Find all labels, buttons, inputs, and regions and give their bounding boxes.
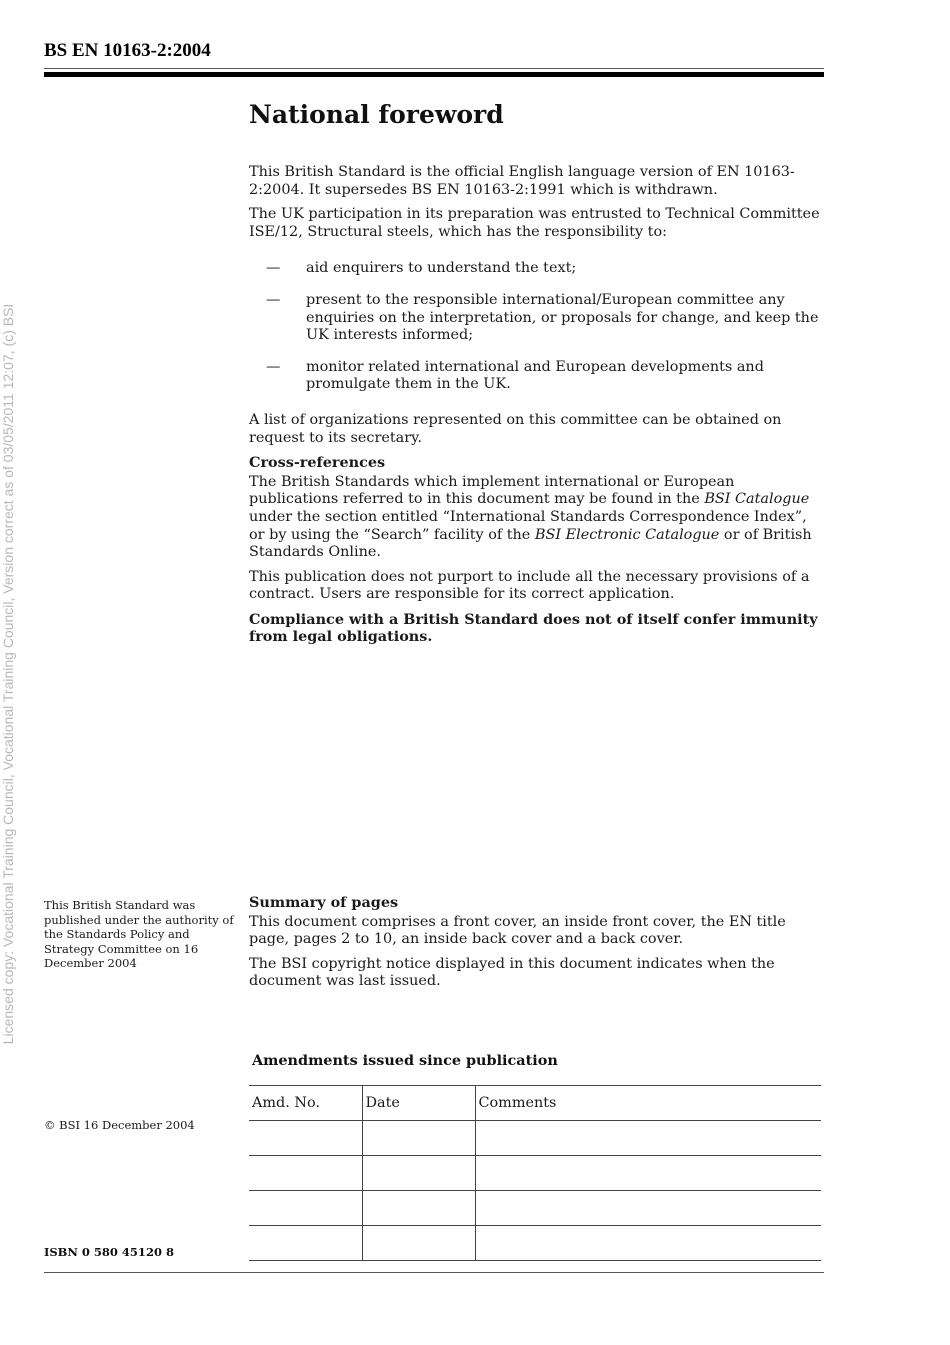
table-cell <box>249 1226 362 1261</box>
bsi-electronic-catalogue-title: BSI Electronic Catalogue <box>534 526 720 543</box>
table-row <box>249 1226 821 1261</box>
table-cell <box>249 1156 362 1191</box>
table-cell <box>362 1156 475 1191</box>
xref-text: under the section entitled “International Standards Correspondence Index”, or by using the “Search” facility of the <box>249 508 807 543</box>
xref-text: The British Standards which implement international or European publications referred to in this document may be found in the <box>249 473 735 508</box>
foreword-paragraph-4: This publication does not purport to include all the necessary provisions of a contract. Users are responsible for its correct application. <box>249 568 810 603</box>
footer-rule <box>44 1272 824 1273</box>
column-header-comments: Comments <box>475 1086 821 1121</box>
list-item <box>249 359 824 394</box>
cross-references-paragraph <box>249 474 824 562</box>
foreword-paragraph-1: This British Standard is the official English language version of EN 10163-2:2004. It supersedes BS EN 10163-2:1991 which is withdrawn. <box>249 164 795 198</box>
summary-heading: Summary of pages <box>249 894 399 911</box>
column-header-date: Date <box>362 1086 475 1121</box>
table-cell <box>362 1191 475 1226</box>
amendments-table <box>249 1085 821 1261</box>
publication-authority-note: This British Standard was published under the authority of the Standards Policy and Strategy Committee on 16 December 2004 <box>44 898 234 970</box>
foreword-paragraph-3: A list of organizations represented on this committee can be obtained on request to its secretary. <box>249 411 782 446</box>
list-item <box>249 292 824 345</box>
table-row <box>249 1191 821 1226</box>
xref-text: or of British Standards Online. <box>249 526 812 561</box>
bsi-catalogue-title: BSI Catalogue <box>704 491 810 508</box>
table-row <box>249 1156 821 1191</box>
list-item <box>249 260 824 278</box>
page-title: National foreword <box>249 100 504 129</box>
table-cell <box>362 1226 475 1261</box>
dash-bullet: — <box>266 260 281 277</box>
header-rule-thick <box>44 72 824 77</box>
dash-bullet: — <box>266 358 281 375</box>
foreword-paragraph-2: The UK participation in its preparation was entrusted to Technical Committee ISE/12, Structural steels, which has the responsibility to: <box>249 206 820 240</box>
table-cell <box>475 1226 821 1261</box>
table-cell <box>362 1121 475 1156</box>
summary-paragraph-1: This document comprises a front cover, an inside front cover, the EN title page, pages 2 to 10, an inside back cover and a back cover. <box>249 913 786 948</box>
table-cell <box>475 1156 821 1191</box>
document-id-header: BS EN 10163-2:2004 <box>44 40 211 61</box>
table-header-row <box>249 1086 821 1121</box>
table-cell <box>475 1191 821 1226</box>
summary-section <box>249 894 824 998</box>
list-item-text: present to the responsible international/European committee any enquiries on the interpretation, or proposals for change, and keep the UK interests informed; <box>306 291 819 344</box>
summary-paragraph-2: The BSI copyright notice displayed in this document indicates when the document was last issued. <box>249 955 775 990</box>
list-item-text: monitor related international and European developments and promulgate them in the UK. <box>306 358 764 393</box>
license-watermark: Licensed copy: Vocational Training Council, Vocational Training Council, Version correct as of 03/05/2011 12:07, (c) BSI <box>0 303 16 1045</box>
header-rule-thin <box>44 68 824 69</box>
foreword-body <box>249 164 824 653</box>
cross-references-heading: Cross-references <box>249 454 386 472</box>
table-cell <box>249 1191 362 1226</box>
table-row <box>249 1121 821 1156</box>
table-cell <box>475 1121 821 1156</box>
copyright-notice: © BSI 16 December 2004 <box>44 1118 195 1132</box>
amendments-title: Amendments issued since publication <box>252 1052 558 1069</box>
list-item-text: aid enquirers to understand the text; <box>306 260 577 277</box>
isbn: ISBN 0 580 45120 8 <box>44 1245 174 1259</box>
compliance-statement: Compliance with a British Standard does not of itself confer immunity from legal obligations. <box>249 610 818 646</box>
dash-bullet: — <box>266 291 281 308</box>
table-cell <box>249 1121 362 1156</box>
column-header-amd-no: Amd. No. <box>249 1086 362 1121</box>
